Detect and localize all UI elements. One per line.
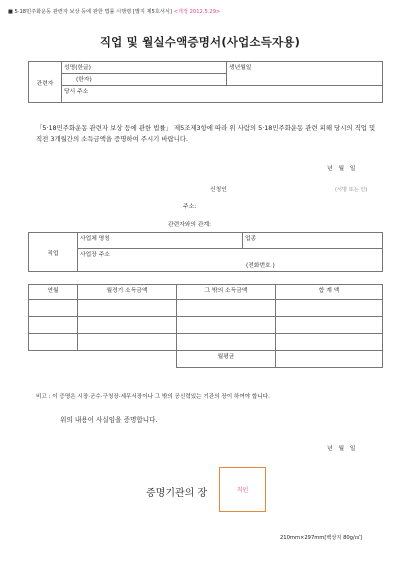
official-seal-box bbox=[219, 467, 266, 512]
birth-label: 생년월일 bbox=[229, 65, 252, 71]
certify-text: 위의 내용이 사실임을 증명합니다. bbox=[60, 416, 158, 424]
income-cell[interactable] bbox=[29, 317, 78, 334]
revision-date: <개정 2012.5.29> bbox=[173, 9, 221, 15]
business-name-cell[interactable] bbox=[78, 233, 243, 249]
income-cell[interactable] bbox=[177, 334, 276, 351]
business-type-label: 업종 bbox=[245, 236, 257, 242]
request-body-text: 「5·18민주화운동 관련자 보상 등에 관한 법률」 제5조제3항에 따라 위 사람의 5·18민주화운동 관련 피해 당시의 직업 및 직전 3개월간의 소득금액을 증명하여 주시기 바랍니다. bbox=[36, 124, 376, 144]
request-date-line: 년 월 일 bbox=[327, 166, 356, 172]
table-row bbox=[29, 317, 383, 334]
header-year-month: 연월 bbox=[29, 285, 78, 300]
address-label: 당시 주소 bbox=[64, 89, 89, 95]
income-table bbox=[28, 284, 383, 368]
form-reference-text: ■ 5·18민주화운동 관련자 보상 등에 관한 법률 시행령 [별지 제5호서식] bbox=[8, 9, 172, 15]
certify-date-line: 년 월 일 bbox=[327, 446, 356, 452]
business-address-label: 사업장 주소 bbox=[80, 252, 110, 258]
applicant-table bbox=[28, 61, 383, 103]
phone-label: (전화번호 ) bbox=[246, 263, 275, 269]
name-label: 성명(한글) bbox=[64, 65, 91, 71]
income-header-row bbox=[29, 285, 383, 300]
issuer-title: 증명기관의 장 bbox=[146, 488, 208, 499]
average-row bbox=[29, 351, 383, 368]
remark-text: 비고 : 이 증명은 시장·군수·구청장·세무서장이나 그 밖의 공신력있는 기관의 장이 하여야 합니다. bbox=[36, 394, 270, 400]
income-cell[interactable] bbox=[78, 334, 177, 351]
hanja-label: (한자) bbox=[76, 77, 92, 83]
income-cell[interactable] bbox=[276, 300, 383, 317]
income-cell[interactable] bbox=[78, 317, 177, 334]
average-value-cell[interactable] bbox=[276, 351, 383, 368]
applicant-side-label: 관련자 bbox=[29, 62, 62, 103]
business-type-cell[interactable] bbox=[243, 233, 383, 249]
income-cell[interactable] bbox=[276, 317, 383, 334]
income-cell[interactable] bbox=[276, 334, 383, 351]
income-cell[interactable] bbox=[177, 300, 276, 317]
applicant-sign-label: 신청인 bbox=[210, 187, 227, 193]
table-row bbox=[29, 334, 383, 351]
header-total: 합 계 액 bbox=[276, 285, 383, 300]
hanja-cell[interactable] bbox=[62, 74, 227, 86]
seal-label: 직인 bbox=[236, 487, 249, 494]
relation-label: 관련자와의 관계: bbox=[168, 222, 211, 228]
table-row bbox=[29, 300, 383, 317]
sign-hint: (서명 또는 인) bbox=[335, 187, 368, 193]
job-table bbox=[28, 232, 383, 272]
paper-spec-footer: 210mm×297mm[백상지 80g/㎡] bbox=[280, 535, 362, 541]
birth-cell[interactable] bbox=[227, 62, 383, 86]
header-regular-income: 월정기 소득금액 bbox=[78, 285, 177, 300]
form-reference-note bbox=[8, 8, 220, 15]
income-cell[interactable] bbox=[29, 300, 78, 317]
name-cell[interactable] bbox=[62, 62, 227, 74]
income-cell[interactable] bbox=[29, 334, 78, 351]
job-side-label: 직업 bbox=[29, 233, 78, 272]
income-cell[interactable] bbox=[78, 300, 177, 317]
average-label: 월평균 bbox=[177, 351, 276, 368]
address-cell[interactable] bbox=[62, 86, 383, 103]
header-other-income: 그 밖의 소득금액 bbox=[177, 285, 276, 300]
business-address-cell[interactable] bbox=[78, 249, 383, 272]
applicant-address-label: 주소: bbox=[183, 204, 197, 210]
business-name-label: 사업체 명칭 bbox=[80, 236, 110, 242]
document-title: 직업 및 월실수액증명서(사업소득자용) bbox=[99, 35, 301, 49]
income-cell[interactable] bbox=[177, 317, 276, 334]
